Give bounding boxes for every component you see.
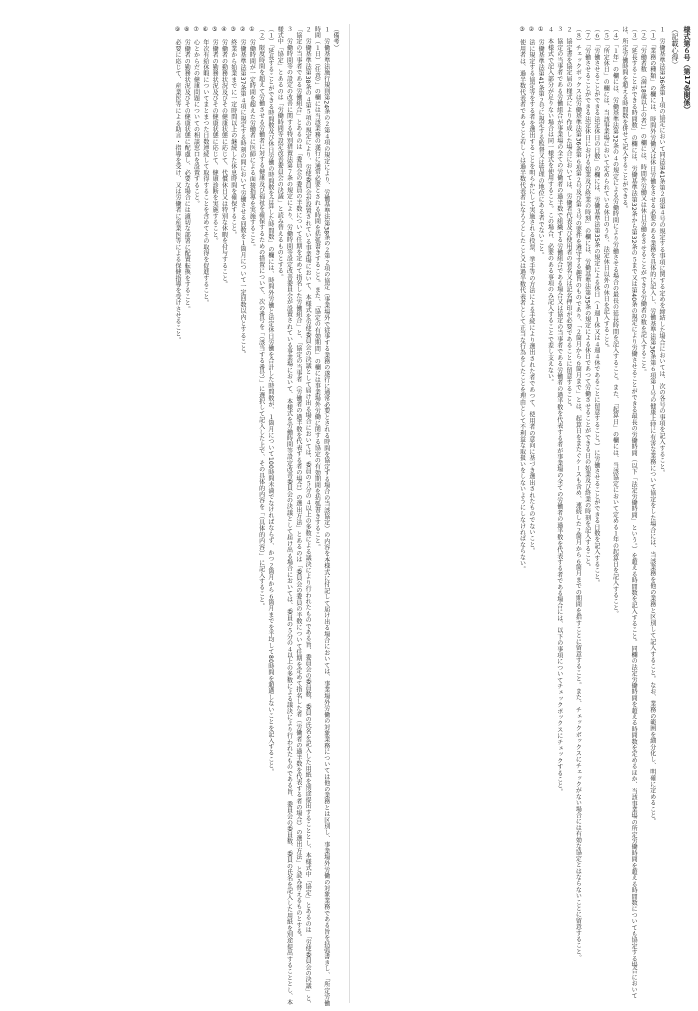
note-item: （６）「労働させることができる法定休日の日数」の欄には、労働基準法第35条の規定による休日（１週１休又は４週４休であることに留意すること。）に労働させることができる日数を記入すること。 [592,26,600,587]
note-item: （２）「労働者数（満18歳以上の者）」の欄には、時間外労働又は休日労働をさせることができる労働者の数を記入すること。 [639,26,647,376]
note-item: ４ 本様式で記入部分が足りない場合は同一様式を使用すること。この場合、必要のある事項のみ記入することで差し支えない。 [546,26,554,386]
remarks-item: ⑧ 労働者の勤務状況及びその健康状態に配慮し、必要な場合には適切な部署に配置転換をすること。 [183,26,191,313]
remarks-item: ② 労働基準法第37条第４項に規定する時刻の間において労働させる回数を１箇月について一定回数以内とすること。 [239,26,247,358]
remarks-item: ⑨ 必要に応じて、産業医等による助言・指導を受け、又は労働者に産業医等による保健指導を受けさせること。 [173,26,181,344]
remarks-item: １ 労働基準法施行規則第24条の２第４項の規定により、労働基準法第38条の２第２項の協定（事業場外で従事する業務の遂行に通常必要とされる時間を協定する場合の当該協定）の内容を本様式に付記して届け出る場合においては、事業場外労働の対象業務については他の業務とは区別し、事業場外労働の対象業務である旨を括弧書きし、「所定労働時間（１日）（任意）」の欄には当該業務の遂行に通常必要とされる時間を括弧書きすること。また、「協定の有効期間」の欄には事業場外労働に関する協定の有効期間を括弧書きすること。 [313,26,330,1007]
remarks-item: ３ 労働時間等の設定の改善に関する特別措置法第７条の規定により、労働時間等設定改善委員会が設置されている事業場において、本様式を労働時間等設定改善委員会の決議として届け出る場合においては、委員の５分の４以上の多数による議決により行われたものである旨、委員会の委員数、委員の氏名を記入した用紙を別途提出することとし、本様式中「協定」とあるのは「労働時間等設定改善委員会の決議」と読み替えるものとする。 [276,26,293,1006]
remarks-item: ⑥ 年次有給休暇についてまとまつた日数連続して取得することを含めてその取得を促進すること。 [201,26,209,306]
remarks-item: ⑦ 心とからだの健康問題についての相談窓口を設置すること。 [192,26,200,207]
note-item: （３）「延長することができる時間数」の欄には、労働基準法第32条から第32条の５まで又は第40条の規定により労働させることができる最長の労働時間（以下「法定労働時間」という。）を超える時間数を記入すること。同欄の法定労働時間を超える時間数を定めるほか、当該事業場の所定労働時間を超える時間数についても協定する場合においては、所定労働時間を超える時間数を併せて記入することができる。 [620,26,638,999]
note-item: ② 法に規定する協定等をする者を選出することを明らかにして実施される投票、挙手等の方法による手続により選出された者であつて、使用者の意向に基づき選出されたものでないこと。 [527,26,535,554]
remarks-item: ⑤ 労働者の勤務状況及びその健康状態に応じて、健康診断を実施すること。 [211,26,219,244]
note-item: ① 労働基準法第41条第２号に規定する監督又は管理の地位にある者でないこと。 [537,26,545,259]
remarks-item: ③ 終業から始業までに一定時間以上の継続した休息時間を確保すること。 [229,26,237,238]
note-item: １ 労働基準法第36条第１項の協定において同法第41条第２項第４号の規定する事項に関する定めを締結した場合においては、次の各号の事項を記入すること。 [658,26,665,477]
column-divider [349,24,350,1003]
remarks-item: ２ 労働基準法第38条の４第５項の規定により、労使委員会が設置されている事業場において、本様式を労使委員会の決議として届け出る場合においては、委員の５分の４以上の多数による議決により行われたものである旨、委員会の委員数、委員の氏名を記入した用紙を別途提出することとし、本様式中「協定」とあるのは「労使委員会の決議」と、「協定の当事者である労働組合」とあるのは「委員会の委員の半数について任期を定めて指名した労働組合」と、「協定の当事者（労働者の過半数を代表する者の場合）の選出方法」とあるのは「委員会の委員の半数について任期を定めて指名した者（労働者の過半数を代表する者の場合）の選出方法」と読み替えるものとする。 [294,26,312,1008]
form-title: 様式第６号（第17条関係） [683,26,691,113]
remarks-item: （備考） [332,26,339,51]
note-item: ３ 協定の当事者である労働組合が事業場の全ての労働者の過半数で組織する労働組合である場合又は協定の当事者である労働者の過半数を代表する者が事業場の全ての労働者の過半数を代表する者である場合には、以下の事項についてチェックボックスにチェックすること。 [555,26,563,795]
remarks-item: （２）限度時間を超えて労働させる労働者に対する健康及び福祉を確保するための措置について、次の番号を「（該当する番号）」に選択して記入した上で、その具体的内容を「（具体的内容）」に記入すること。 [257,26,265,610]
remarks-item: ④ 労働者の勤務状況及びその健康状態に応じて、代償休日又は特別な休暇を付与すること。 [220,26,228,288]
note-item: （４）「１年」の欄には、労働基準法第32条の４の規定による労働時間により労働させる場合の最長の延長時間を記入すること。また、「起算日」の欄には、当該協定において定める１年の起算日を記入すること。 [611,26,619,618]
note-item: （７）「労働させることができる法定休日における始業及び終業の時刻」の欄には、労働基準法第35条の規定による休日であつて労働させることができる日の始業及び終業の時刻を記入すること。 [583,26,591,571]
note-item: （５）「所定休日」の欄には、当該事業場において定められている休日のうち、法定休日以外の休日を記入すること。 [602,26,610,352]
form-subheader: （記載心得） [671,26,679,68]
notes-column-left [348,26,666,1011]
note-item: （８）チェックボックスは労働基準法第36条第６項第２号及び第３号の要件を遵守する趣旨のものであり、「２箇月から６箇月まで」とは、起算日をまたぐケースも含め、連続した２箇月から６箇月までの期間を指すことに留意すること。また、チェックボックスにチェックがない場合には有効な協定とはならないことに留意すること。 [574,26,582,962]
note-item: （１）「業務の種類」の欄には、時間外労働又は休日労働をさせる必要のある業務を具体的に記入し、労働基準法第36条第６項第１号の健康上特に有害な業務について協定をした場合には、当該業務を他の業務と区別して記入すること。なお、業務の範囲を細分化し、明確に定めること。 [648,26,656,825]
note-item: ２ 協定書を協定届の様式により作成した場合においては、労働者代表及び使用者の署名又は記名押印が必要であることに留意すること。 [565,26,573,411]
remarks-item: ① 労働時間が一定時間を超えた労働者に医師による面接指導を実施すること。 [248,26,256,251]
note-item: ③ 使用者は、過半数代表者であること若しくは過半数代表者になろうとしたこと又は過半数代表者として正当な行為をしたことを理由として不利益な取扱いをしないようにしなければならない。 [518,26,526,573]
notes-column-right [10,26,340,1011]
remarks-item: （１）「延長することができる時間数及び休日労働の時間数を合算した時間数」の欄には、時間外労働と法定休日労働を合計した時間数が、１箇月について100時間未満でなければならず、かつ２箇月から６箇月までを平均して80時間を超過しないことを記入すること。 [266,26,274,775]
